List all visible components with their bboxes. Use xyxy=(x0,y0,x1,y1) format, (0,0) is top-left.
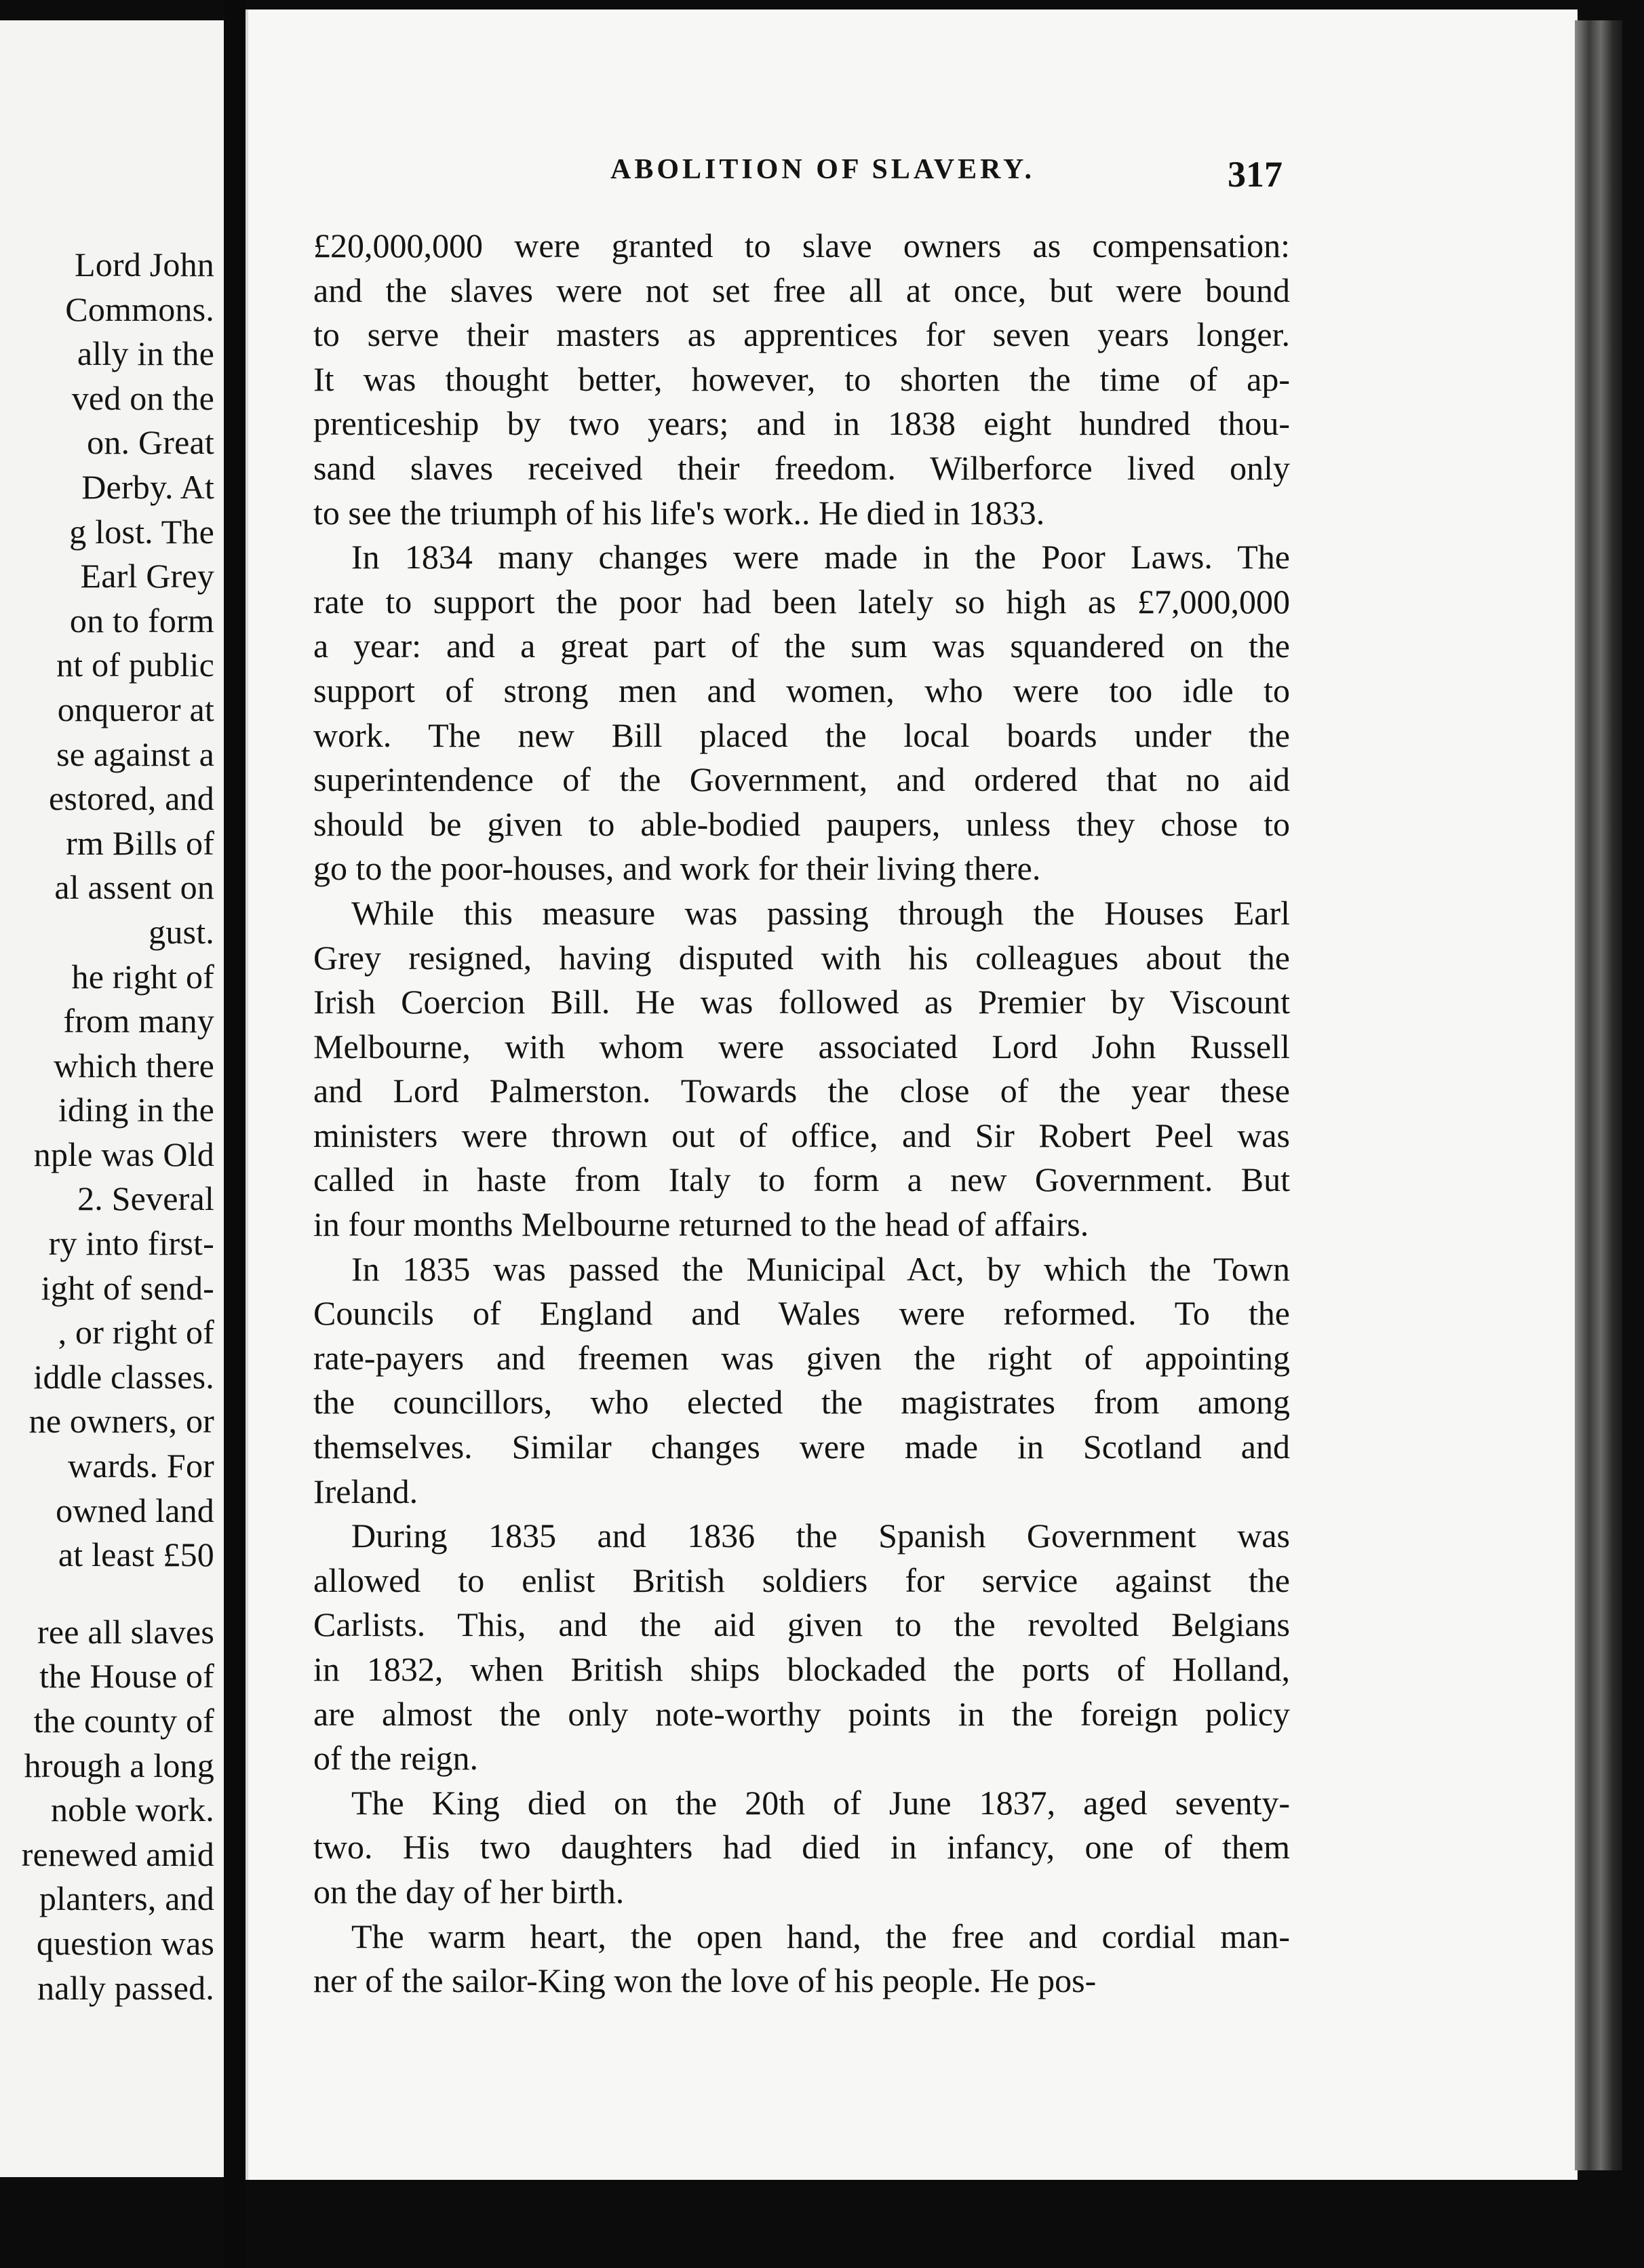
left-page-line: ry into first- xyxy=(48,1224,214,1263)
text-line: During 1835 and 1836 the Spanish Government was xyxy=(351,1517,1290,1555)
paragraph xyxy=(313,1247,1290,1514)
text-line: work. The new Bill placed the local boards under the xyxy=(313,716,1290,754)
book-gutter xyxy=(224,0,246,2268)
paragraph xyxy=(313,1781,1290,1915)
left-page-line: iddle classes. xyxy=(33,1357,214,1396)
page-number: 317 xyxy=(1228,154,1283,195)
text-line: called in haste from Italy to form a new Government. But xyxy=(313,1160,1290,1199)
text-line: sand slaves received their freedom. Wilberforce lived only xyxy=(313,448,1290,487)
left-page-line: gust. xyxy=(149,912,214,951)
left-page-line: onqueror at xyxy=(57,690,214,728)
text-line: on the day of her birth. xyxy=(313,1872,625,1911)
text-line: and the slaves were not set free all at once, but were bound xyxy=(313,271,1290,309)
left-page-line: planters, and xyxy=(39,1879,214,1918)
left-page-line: the House of xyxy=(39,1657,214,1696)
text-line: In 1835 was passed the Municipal Act, by which the Town xyxy=(351,1249,1290,1288)
left-page-line: the county of xyxy=(33,1702,214,1740)
paragraph xyxy=(313,535,1290,891)
text-line: The warm heart, the open hand, the free and cordial man- xyxy=(351,1917,1290,1955)
text-line: £20,000,000 were granted to slave owners as compensation: xyxy=(313,227,1290,265)
left-page-line: on. Great xyxy=(87,423,214,462)
paragraph xyxy=(313,1514,1290,1781)
left-page-line: ally in the xyxy=(77,334,214,373)
left-page-line: on to form xyxy=(69,601,214,640)
text-line: ner of the sailor-King won the love of his people. He pos- xyxy=(313,1961,1097,2000)
running-head: ABOLITION OF SLAVERY. xyxy=(610,154,1035,185)
left-page-line: nt of public xyxy=(56,646,214,684)
left-page-line: ree all slaves xyxy=(37,1612,214,1651)
text-line: Irish Coercion Bill. He was followed as Premier by Viscount xyxy=(313,983,1290,1021)
left-page-line: owned land xyxy=(56,1491,214,1529)
left-page-line: Commons. xyxy=(65,290,214,328)
text-line: and Lord Palmerston. Towards the close of the year these xyxy=(313,1072,1290,1110)
left-page-line: renewed amid xyxy=(21,1835,214,1873)
paragraph xyxy=(313,1915,1290,2003)
left-page-line: he right of xyxy=(71,957,214,996)
left-page-line: nple was Old xyxy=(33,1135,214,1173)
left-page-line: Derby. At xyxy=(81,467,214,506)
text-line: in four months Melbourne returned to the head of affairs. xyxy=(313,1205,1089,1244)
text-line: In 1834 many changes were made in the Poor Laws. The xyxy=(351,538,1290,576)
left-page-line: Earl Grey xyxy=(80,557,214,595)
text-line: two. His two daughters had died in infancy, one of them xyxy=(313,1828,1290,1866)
text-line: should be given to able-bodied paupers, unless they chose to xyxy=(313,804,1290,843)
left-page-line: from many xyxy=(63,1002,214,1040)
text-line: prenticeship by two years; and in 1838 eight hundred thou- xyxy=(313,404,1290,443)
text-line: While this measure was passing through the Houses Earl xyxy=(351,893,1290,932)
page-edge-shadow xyxy=(1575,20,1622,2170)
text-line: support of strong men and women, who were too idle to xyxy=(313,671,1290,709)
left-page-line: 2. Several xyxy=(77,1179,214,1218)
left-page-line: wards. For xyxy=(68,1447,214,1485)
text-line: the councillors, who elected the magistrates from among xyxy=(313,1383,1290,1422)
text-line: a year: and a great part of the sum was squandered on the xyxy=(313,627,1290,665)
paragraph xyxy=(313,224,1290,535)
body-text xyxy=(313,224,1290,2003)
text-line: Melbourne, with whom were associated Lord John Russell xyxy=(313,1027,1290,1065)
left-page-line: noble work. xyxy=(50,1791,214,1829)
text-line: Councils of England and Wales were reformed. To the xyxy=(313,1294,1290,1333)
text-line: themselves. Similar changes were made in Scotland and xyxy=(313,1428,1290,1466)
text-line: rate to support the poor had been lately so high as £7,000,000 xyxy=(313,582,1290,621)
left-page-line: al assent on xyxy=(54,868,214,907)
text-line: to serve their masters as apprentices for seven years longer. xyxy=(313,315,1290,354)
left-page-gap xyxy=(22,1578,214,1610)
left-page-line: Lord John xyxy=(75,246,214,284)
text-line: Carlists. This, and the aid given to the revolted Belgians xyxy=(313,1605,1290,1644)
left-page xyxy=(0,20,224,2177)
text-line: The King died on the 20th of June 1837, aged seventy- xyxy=(351,1783,1290,1822)
left-page-line: g lost. The xyxy=(69,512,214,551)
left-page-line: se against a xyxy=(56,735,214,773)
left-page-line: at least £50 xyxy=(58,1536,214,1574)
text-line: in 1832, when British ships blockaded the ports of Holland, xyxy=(313,1650,1290,1688)
left-page-line: question was xyxy=(36,1923,214,1962)
text-line: are almost the only note-worthy points in the foreign policy xyxy=(313,1694,1290,1733)
left-page-line: , or right of xyxy=(58,1313,214,1352)
paragraph xyxy=(313,891,1290,1247)
left-page-line: rm Bills of xyxy=(66,823,214,862)
text-line: ministers were thrown out of office, and Sir Robert Peel was xyxy=(313,1116,1290,1154)
left-page-line: ved on the xyxy=(71,378,214,417)
text-line: Grey resigned, having disputed with his colleagues about the xyxy=(313,938,1290,977)
text-line: allowed to enlist British soldiers for service against the xyxy=(313,1561,1290,1599)
text-line: rate-payers and freemen was given the right of appointing xyxy=(313,1338,1290,1377)
text-line: go to the poor-houses, and work for their living there. xyxy=(313,849,1041,888)
left-page-line: estored, and xyxy=(49,779,214,818)
text-line: of the reign. xyxy=(313,1739,478,1778)
left-page-text xyxy=(22,243,214,2010)
left-page-line: iding in the xyxy=(58,1091,214,1129)
left-page-line: hrough a long xyxy=(24,1746,214,1784)
left-page-line: ne owners, or xyxy=(28,1402,214,1441)
text-line: Ireland. xyxy=(313,1472,418,1510)
left-page-line: nally passed. xyxy=(37,1968,214,2007)
left-page-line: ight of send- xyxy=(41,1268,214,1307)
text-line: superintendence of the Government, and ordered that no aid xyxy=(313,760,1290,799)
text-line: to see the triumph of his life's work.. He died in 1833. xyxy=(313,493,1045,532)
left-page-line: which there xyxy=(54,1046,214,1084)
text-line: It was thought better, however, to shorten the time of ap- xyxy=(313,359,1290,398)
